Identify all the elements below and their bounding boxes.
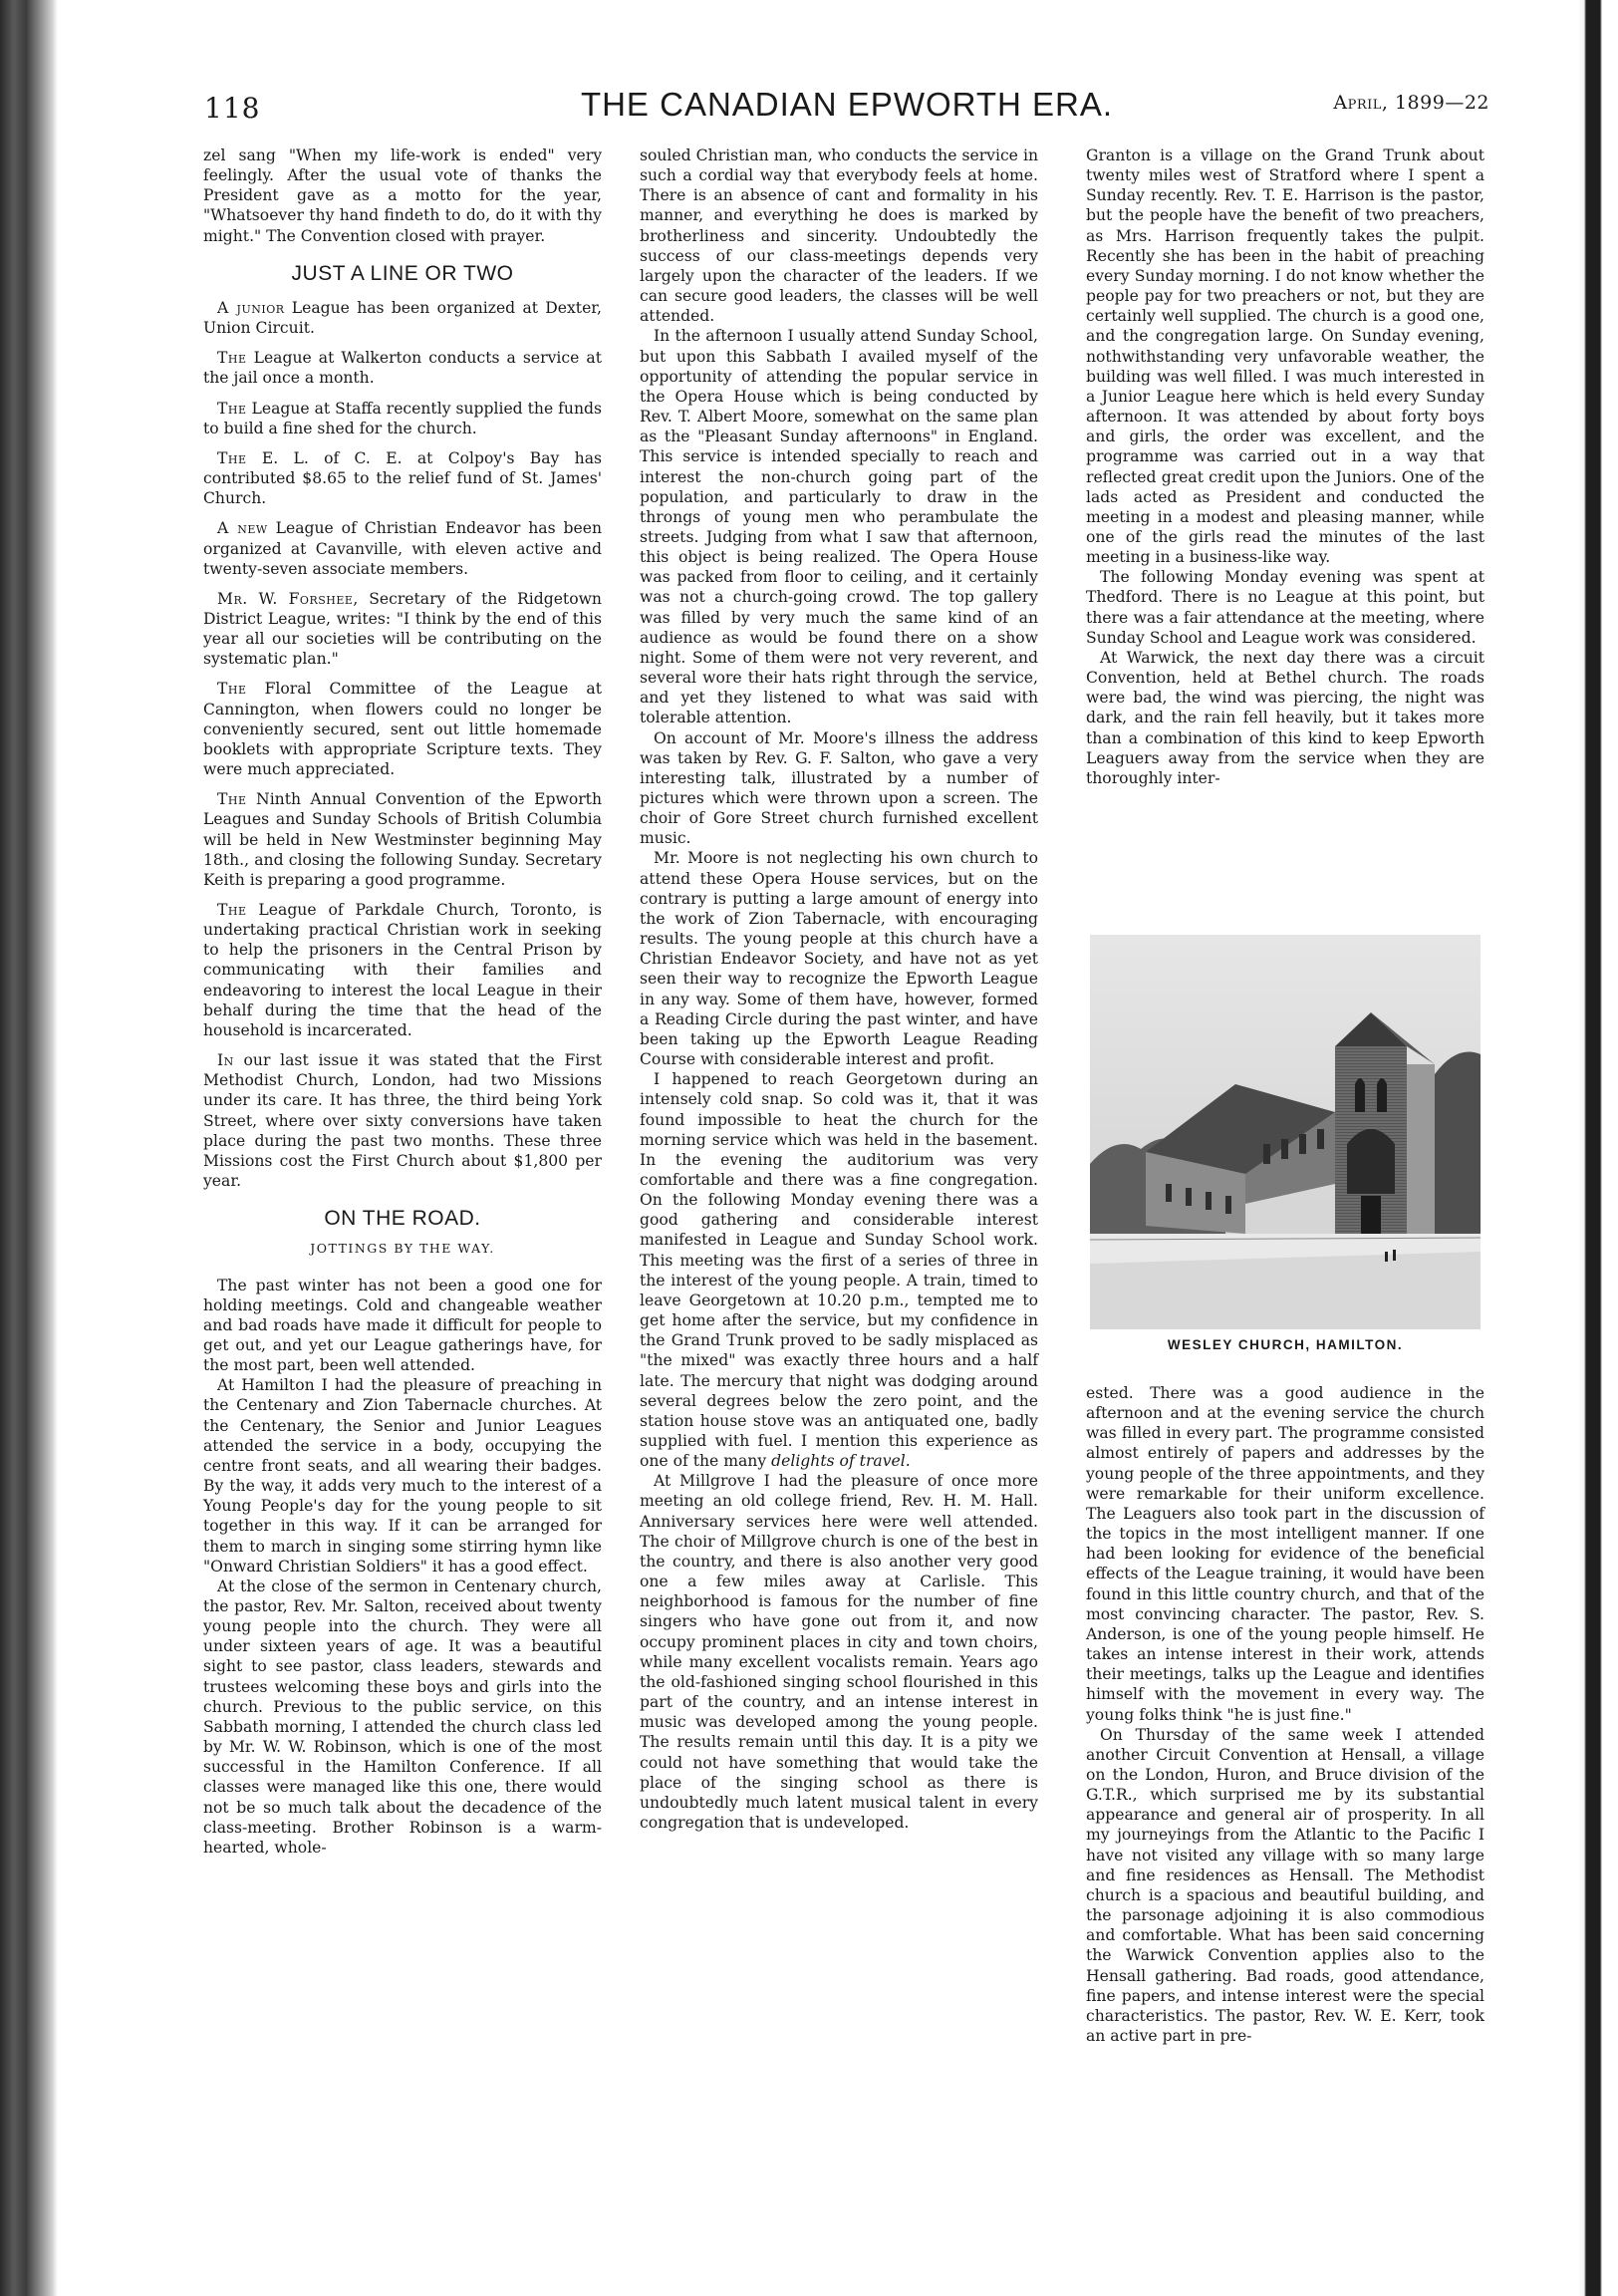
paragraph: zel sang "When my life-work is ended" very feelingly. After the usual vote of thanks the President gave as a motto for the year, "Whatsoever thy hand findeth to do, do it with thy might." The Convention closed with prayer. (203, 146, 602, 245)
column-2 (640, 145, 1038, 1833)
news-item-lead: The (217, 680, 247, 699)
journal-title: THE CANADIAN EPWORTH ERA. (580, 86, 1114, 123)
news-item (203, 679, 602, 779)
news-item (203, 399, 602, 438)
news-item-lead: The (217, 349, 247, 368)
paragraph: Mr. Moore is not neglecting his own church to attend these Opera House services, but on the contrary is putting a large amount of energy into the work of Zion Tabernacle, with encouraging results. The young people at this church have a Christian Endeavor Society, and have not as yet seen their way to recognize the Epworth League in any way. Some of them have, however, formed a Reading Circle during the past winter, and have been taking up the Epworth League Reading Course with considerable interest and profit. (640, 849, 1038, 1069)
paragraph: At the close of the sermon in Centenary church, the pastor, Rev. Mr. Salton, received about twenty young people into the church. They were all under sixteen years of age. It was a beautiful sight to see pastor, class leaders, stewards and trustees welcoming these boys and girls into the church. Previous to the public service, on this Sabbath morning, I attended the church class led by Mr. W. W. Robinson, which is one of the most successful in the Hamilton Conference. If all classes were managed like this one, there would not be so much talk about the decadence of the class-meeting. Brother Robinson is a warm-hearted, whole- (203, 1577, 602, 1857)
paragraph: On Thursday of the same week I attended another Circuit Convention at Hensall, a village on the London, Huron, and Bruce division of the G.T.R., which surprised me by its substantial appearance and general air of prosperity. In all my journeyings from the Atlantic to the Pacific I have not visited any village with so many large and fine residences as Hensall. The Methodist church is a spacious and beautiful building, and the parsonage adjoining it is also commodious and comfortable. What has been said concerning the Warwick Convention applies also to the Hensall gathering. Bad roads, good attendance, fine papers, and intense interest were the special characteristics. The pastor, Rev. W. E. Kerr, took an active part in pre- (1086, 1725, 1484, 2045)
news-item (203, 518, 602, 578)
page-number: 118 (204, 92, 261, 125)
page-header (204, 86, 1489, 126)
section-subtitle: JOTTINGS BY THE WAY. (310, 1241, 495, 1257)
news-item (203, 448, 602, 508)
church-engraving-image (1086, 935, 1484, 1329)
column-3-top (1086, 145, 1484, 788)
church-illustration (1086, 935, 1484, 1352)
news-item-text: League has been organized at Dexter, Union Circuit. (203, 298, 602, 338)
column-1 (203, 145, 602, 1858)
news-item (203, 589, 602, 670)
news-item-lead: A new (217, 519, 268, 538)
paragraph (640, 1069, 1038, 1471)
news-item-lead: Mr. W. Forshee, (217, 589, 359, 608)
paragraph: At Millgrove I had the pleasure of once more meeting an old college friend, Rev. H. M. Hall. Anniversary services here were well attended. The choir of Millgrove church is one of the best in the country, and there is also another very good one a few miles away at Carlisle. This neighborhood is famous for the number of fine singers who have gone out from it, and now occupy prominent places in city and town choirs, while many excellent vocalists remain. Years ago the old-fashioned singing school flourished in this part of the country, and an intense interest in music was developed among the young people. The results remain until this day. It is a pity we could not have something that would take the place of the singing school as there is undoubtedly much latent musical talent in every congregation that is undeveloped. (640, 1472, 1038, 1832)
paragraph-text: I happened to reach Georgetown during an intensely cold snap. So cold was it, that it was found impossible to heat the church for the morning service which was held in the basement. In the evening the auditorium was very comfortable and there was a fine congregation. On the following Monday evening there was a good gathering and considerable interest manifested in League and Sunday School work. This meeting was the first of a series of three in the interest of the young people. A train, timed to leave Georgetown at 10.20 p.m., tempted me to get home after the service, but my confidence in the Grand Trunk proved to be sadly misplaced as "the mixed" was exactly three hours and a half late. The mercury that night was dodging around several degrees below the zero point, and the station house stove was an antiquated one, badly supplied with fuel. I mention this experience as one of the many (640, 1070, 1038, 1471)
news-item-lead: The (217, 448, 247, 467)
news-item-lead: The (217, 399, 247, 418)
news-item (203, 348, 602, 388)
section-title-on-the-road: ON THE ROAD. (324, 1207, 481, 1231)
news-item-lead: A junior (217, 298, 285, 317)
news-item-lead: The (217, 901, 247, 919)
news-item (203, 900, 602, 1040)
news-item-text: League of Christian Endeavor has been organized at Cavanville, with eleven active and twenty-seven associate members. (203, 519, 602, 578)
paragraph: At Hamilton I had the pleasure of preaching in the Centenary and Zion Tabernacle churches. At the Centenary, the Senior and Junior Leagues attended the service in a body, occupying the centre front seats, and all wearing their badges. By the way, it adds very much to the interest of a Young People's day for the young people to sit together in this way. If it can be arranged for them to march in singing some stirring hymn like "Onward Christian Soldiers" it has a good effect. (203, 1376, 602, 1576)
news-item-text: our last issue it was stated that the First Methodist Church, London, had two Missions under its care. It has three, the third being York Street, where over sixty conversions have taken place during the past two months. These three Missions cost the First Church about $1,800 per year. (203, 1051, 602, 1191)
page-edge (1578, 0, 1618, 2296)
news-item-lead: The (217, 790, 247, 809)
news-item (203, 789, 602, 890)
paragraph: On account of Mr. Moore's illness the address was taken by Rev. G. F. Salton, who gave a very interesting talk, illustrated by a number of pictures which were thrown upon a screen. The choir of Gore Street church furnished excellent music. (640, 728, 1038, 848)
news-item-lead: In (217, 1051, 234, 1070)
paragraph: The following Monday evening was spent at Thedford. There is no League at this point, but there was a fair attendance at the meeting, where Sunday School and League work was considered. (1086, 568, 1484, 647)
news-item-text: League at Staffa recently supplied the funds to build a fine shed for the church. (203, 399, 602, 437)
news-item-text: E. L. of C. E. at Colpoy's Bay has contributed $8.65 to the relief fund of St. James' Church. (203, 448, 602, 508)
paragraph: In the afternoon I usually attend Sunday School, but upon this Sabbath I availed myself of the opportunity of attending the popular service in the Opera House which is being conducted by Rev. T. Albert Moore, somewhat on the same plan as the "Pleasant Sunday afternoons" in England. This service is intended specially to reach and interest the non-church going part of the population, and particularly to draw in the throngs of young men who perambulate the streets. Judging from what I saw that afternoon, this object is being realized. The Opera House was packed from floor to ceiling, and it certainly was not a church-going crowd. The top gallery was filled by very much the same kind of an audience as would be found there on a show night. Some of them were not very reverent, and several wore their hats right through the service, and yet they listened to what was said with tolerable attention. (640, 327, 1038, 727)
news-item-text: Secretary of the Ridgetown District League, writes: "I think by the end of this year all our societies will be contributing on the systematic plan." (203, 589, 602, 669)
book-binding-edge (0, 0, 58, 2296)
news-item-text: Floral Committee of the League at Cannington, when flowers could no longer be conveniently secured, sent out little homemade booklets with appropriate Scripture texts. They were much appreciated. (203, 680, 602, 779)
issue-date: April, 1899—22 (1333, 92, 1489, 114)
figure-caption: WESLEY CHURCH, HAMILTON. (1167, 1337, 1404, 1352)
news-item-text: League at Walkerton conducts a service at the jail once a month. (203, 349, 602, 388)
paragraph: The past winter has not been a good one for holding meetings. Cold and changeable weather and bad roads have made it difficult for people to get out, and yet our League gatherings have, for the most part, been well attended. (203, 1276, 602, 1375)
paragraph: Granton is a village on the Grand Trunk about twenty miles west of Stratford where I spent a Sunday recently. Rev. T. E. Harrison is the pastor, but the people have the benefit of two preachers, as Mrs. Harrison frequently takes the pulpit. Recently she has been in the habit of preaching every Sunday morning. I do not know whether the people pay for two preachers or not, but they are certainly well supplied. The church is a good one, and the congregation large. On Sunday evening, nothwithstanding very unfavorable weather, the building was well filled. I was much interested in a Junior League here which is held every Sunday afternoon. It was attended by about forty boys and girls, the order was excellent, and the programme was carried out in a way that reflected great credit upon the Juniors. One of the lads acted as President and conducted the meeting in a modest and pleasing manner, while one of the girls read the minutes of the last meeting in a business-like way. (1086, 146, 1484, 567)
paragraph: ested. There was a good audience in the afternoon and at the evening service the church was filled in every part. The programme consisted almost entirely of papers and addresses by the young people of the three appointments, and they were remarkable for their uniform excellence. The Leaguers also took part in the discussion of the topics in the most intelligent manner. If one had been looking for evidence of the beneficial effects of the League training, it would have been found in this little country church, and that of the most convincing character. The pastor, Rev. S. Anderson, is one of the young people himself. He takes an intense interest in their work, attends their meetings, talks up the League and identifies himself with the movement in every way. The young folks think "he is just fine." (1086, 1384, 1484, 1724)
section-title-just-a-line: JUST A LINE OR TWO (291, 261, 514, 285)
news-item-text: Ninth Annual Convention of the Epworth Leagues and Sunday Schools of British Columbia will be held in New Westminster beginning May 18th., and closing the following Sunday. Secretary Keith is preparing a good programme. (203, 790, 602, 889)
news-item (203, 298, 602, 338)
column-3-bottom (1086, 1383, 1484, 2046)
news-item (203, 1050, 602, 1191)
italic-phrase: delights of travel. (771, 1452, 911, 1471)
paragraph: At Warwick, the next day there was a circuit Convention, held at Bethel church. The roads were bad, the wind was piercing, the night was dark, and the rain fell heavily, but it takes more than a combination of this kind to keep Epworth Leaguers away from the service when they are thoroughly inter- (1086, 648, 1484, 787)
news-item-text: League of Parkdale Church, Toronto, is undertaking practical Christian work in seeking to help the prisoners in the Central Prison by communicating with their families and endeavoring to interest the local League in their behalf during the time that the head of the household is incarcerated. (203, 901, 602, 1039)
paragraph: souled Christian man, who conducts the service in such a cordial way that everybody feels at home. There is an absence of cant and formality in his manner, and everything he does is marked by brotherliness and sincerity. Undoubtedly the success of our class-meetings depends very largely upon the character of the leaders. If we can secure good leaders, the classes will be well attended. (640, 146, 1038, 326)
